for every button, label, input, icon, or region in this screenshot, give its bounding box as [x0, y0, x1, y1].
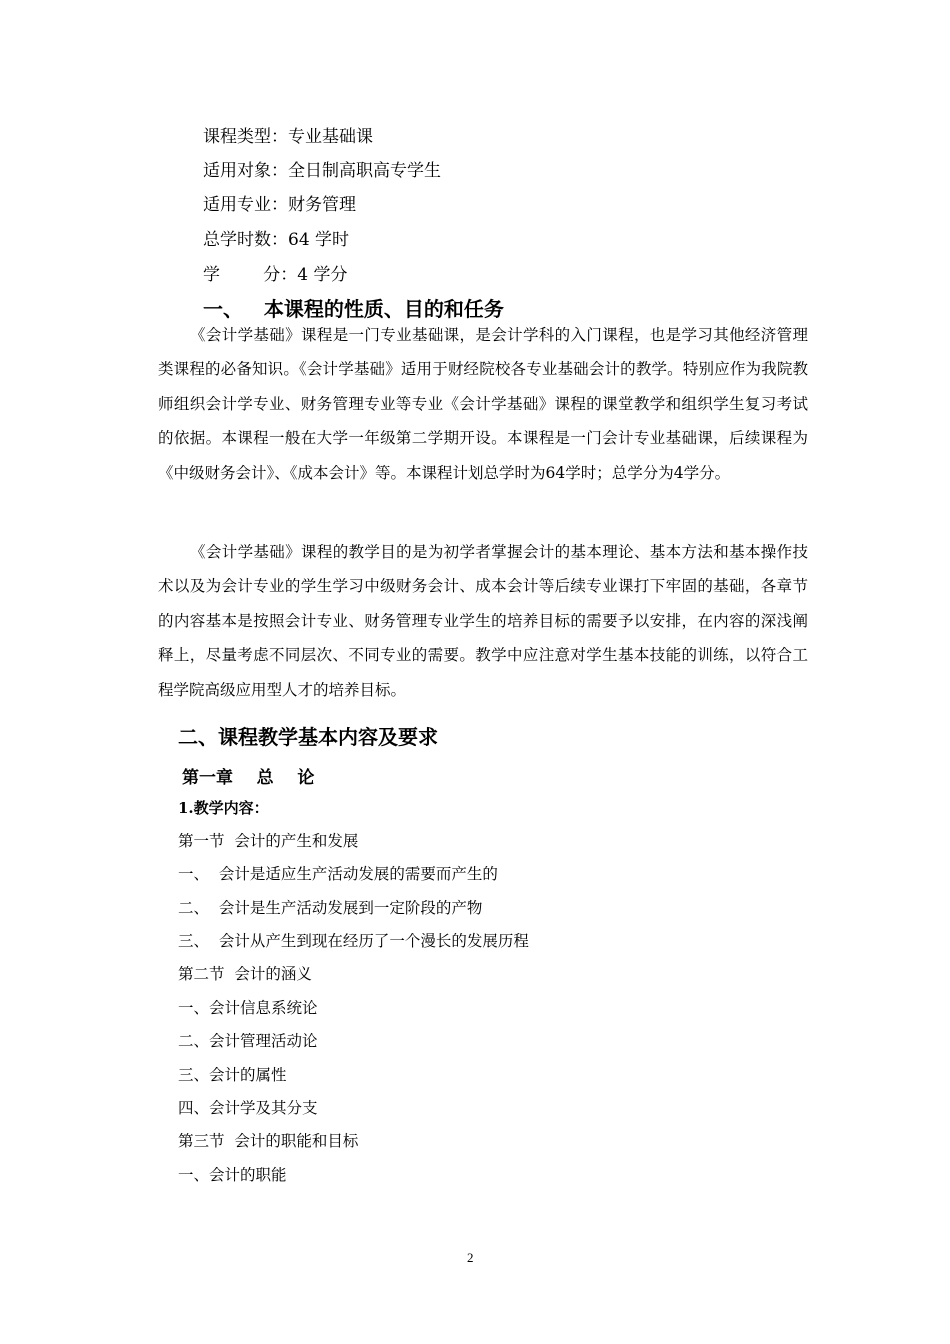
list-item: 第一节 会计的产生和发展: [178, 832, 359, 850]
applicable-major: 适用专业：财务管理: [203, 195, 356, 215]
list-item: 一、 会计是适应生产活动发展的需要而产生的: [178, 865, 498, 883]
page-number: 2: [467, 1250, 474, 1265]
teaching-content-label: 1.教学内容：: [178, 799, 269, 817]
section1-paragraph-2: 《会计学基础》课程的教学目的是为初学者掌握会计的基本理论、基本方法和基本操作技术以及为会计专业的学生学习中级财务会计、成本会计等后续专业课打下牢固的基础，各章节的内容基本是按照会计专业、财务管理专业学生的培养目标的需要予以安排，在内容的深浅阐释上，尽量考虑不同层次、不同专业的需要。教学中应注意对学生基本技能的训练，以符合工程学院高级应用型人才的培养目标。: [158, 543, 808, 699]
list-item: 二、 会计是生产活动发展到一定阶段的产物: [178, 899, 483, 917]
list-item: 一、会计的职能: [178, 1166, 287, 1184]
course-type: 课程类型：专业基础课: [203, 127, 373, 147]
list-item: 二、会计管理活动论: [178, 1032, 318, 1050]
section2-heading: 二、课程教学基本内容及要求: [178, 725, 438, 749]
list-item: 三、 会计从产生到现在经历了一个漫长的发展历程: [178, 932, 529, 950]
total-hours: 总学时数：64 学时: [203, 230, 350, 250]
list-item: 第三节 会计的职能和目标: [178, 1132, 359, 1150]
list-item: 四、会计学及其分支: [178, 1099, 318, 1117]
credits: 学 分：4 学分: [203, 265, 348, 285]
section1-heading: 一、 本课程的性质、目的和任务: [203, 297, 504, 321]
list-item: 三、会计的属性: [178, 1066, 287, 1084]
chapter-title: 第一章 总 论: [182, 768, 315, 788]
target-audience: 适用对象：全日制高职高专学生: [203, 161, 441, 181]
list-item: 一、会计信息系统论: [178, 999, 318, 1017]
section1-paragraph-1: 《会计学基础》课程是一门专业基础课，是会计学科的入门课程，也是学习其他经济管理类课程的必备知识。《会计学基础》适用于财经院校各专业基础会计的教学。特别应作为我院教师组织会计学专业、财务管理专业等专业《会计学基础》课程的课堂教学和组织学生复习考试的依据。本课程一般在大学一年级第二学期开设。本课程是一门会计专业基础课，后续课程为《中级财务会计》、《成本会计》等。本课程计划总学时为64学时；总学分为4学分。: [158, 326, 808, 482]
list-item: 第二节 会计的涵义: [178, 965, 312, 983]
